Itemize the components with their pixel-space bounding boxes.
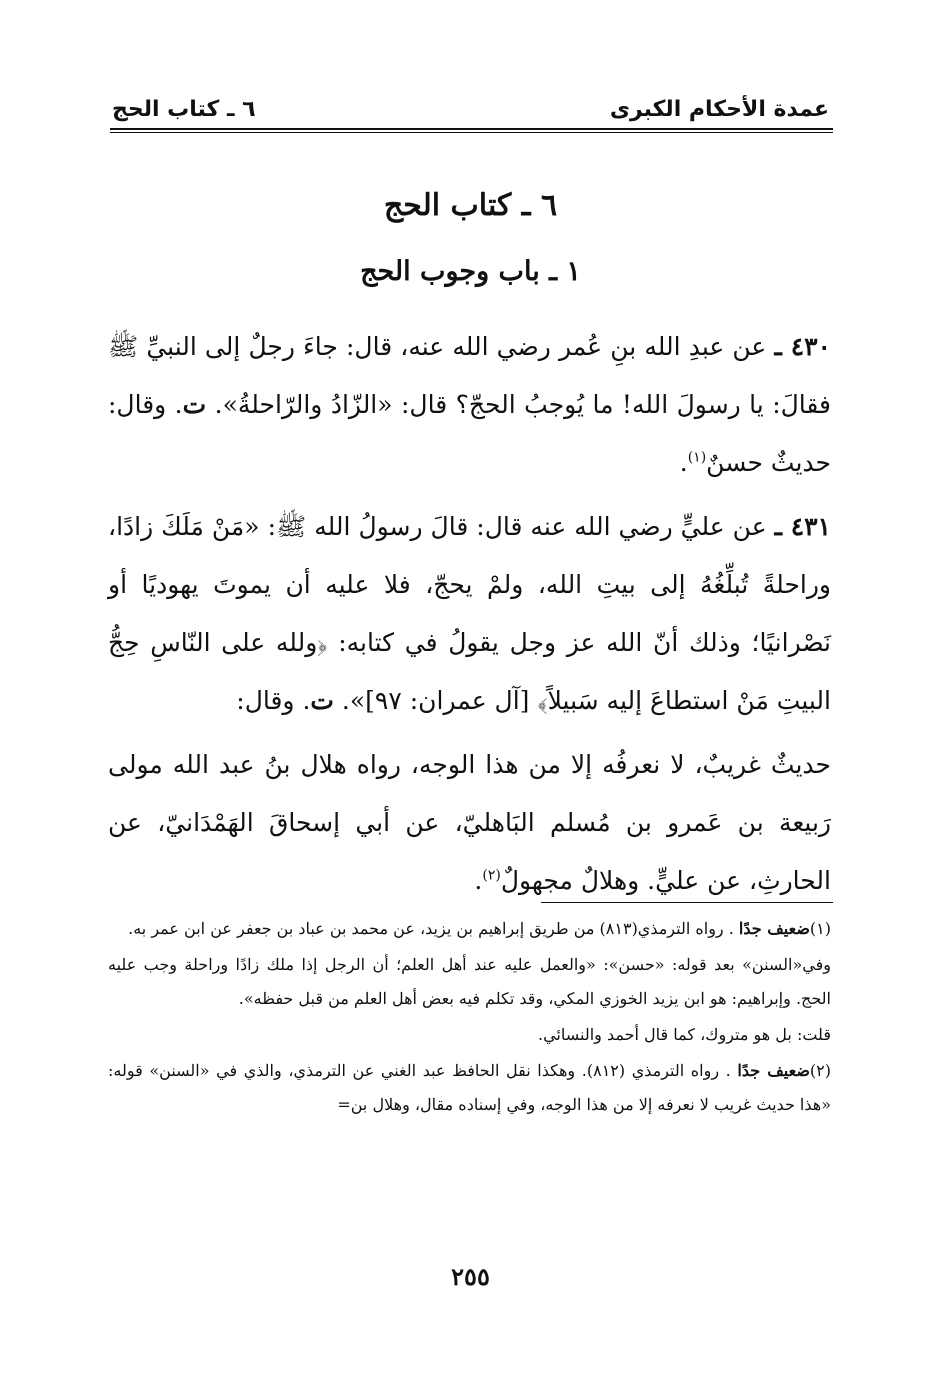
hadith-text: عن عبدِ الله بنِ عُمر رضي الله عنه، قال: جاءَ رجلٌ إلى النبيِّ ﷺ فقالَ: يا رسولَ الله! ما يُوجبُ الحجّ؟ قال: «الزّادُ والرّاحلةُ». — [108, 332, 832, 419]
footnote-text: وفي«السنن» بعد قوله: «حسن»: «والعمل عليه عند أهل العلم؛ أن الرجل إذا ملك زادًا وراحلة وجب عليه الحج. وإبراهيم: هو ابن يزيد الخوزي المكي، وقد تكلم فيه بعض أهل العلم من قبل حفظه». — [108, 955, 831, 1008]
header-rule — [110, 128, 833, 130]
header-book-name: عمدة الأحكام الكبرى — [609, 97, 829, 122]
footnote-text: . رواه الترمذي (٨١٢). وهكذا نقل الحافظ عبد الغني عن الترمذي، والذي في «السنن» قوله: «هذا حديث غريب لا نعرفه إلا من هذا الوجه، وفي إسناده مقال، وهلال بن= — [108, 1061, 831, 1114]
page-number: ٢٥٥ — [451, 1262, 490, 1291]
hadith-source: ت — [310, 686, 334, 715]
hadith-tail: . وقال: حديثٌ حسنٌ — [108, 390, 831, 477]
hadith-431-commentary — [108, 736, 831, 910]
main-text — [108, 318, 831, 916]
hadith-text: عن عليٍّ رضي الله عنه قال: قالَ رسولُ الله ﷺ: «مَنْ مَلَكَ زادًا، وراحلةً تُبلِّغُهُ إلى بيتِ الله، ولمْ يحجّ، فلا عليه أن يموتَ يهوديًا أو نَصْرانيًا؛ وذلك أنّ الله عز وجل يقولُ في كتابه: ﴿ولله على النّاسِ حِجُّ البيتِ مَنْ استطاعَ إليه سَبيلاً﴾ [آل عمران: ٩٧]». — [108, 512, 831, 715]
hadith-430 — [108, 318, 831, 492]
running-header — [112, 82, 829, 122]
footnote-number: (١) — [809, 919, 831, 938]
footnote-1-note — [108, 1018, 831, 1052]
footnotes — [108, 912, 831, 1124]
book-title: ٦ ـ كتاب الحج — [383, 188, 558, 223]
hadith-tail: . وقال: — [236, 686, 311, 715]
footnote-grade: ضعيف جدًا — [738, 919, 810, 938]
hadith-continuation: حديثٌ غريبٌ، لا نعرفُه إلا من هذا الوجه، رواه هلال بنُ عبد الله مولى رَبيعة بن عَمرو بن مُسلم البَاهليّ، عن أبي إسحاقَ الهَمْدَانيّ، عن الحارثِ، عن عليٍّ. وهلالٌ مجهولٌ — [108, 750, 831, 895]
footnote-text: قلت: بل هو متروك، كما قال أحمد والنسائي. — [538, 1025, 831, 1044]
footnote-grade: ضعيف جدًا — [737, 1061, 810, 1080]
footnote-1-cont — [108, 948, 831, 1016]
hadith-end: . — [474, 866, 483, 895]
chapter-title: ١ ـ باب وجوب الحج — [360, 256, 581, 287]
hadith-end: . — [679, 448, 688, 477]
footnote-2 — [108, 1054, 831, 1122]
footnote-separator — [541, 902, 833, 903]
header-chapter-name: ٦ ـ كتاب الحج — [112, 97, 256, 122]
footnote-text: . رواه الترمذي(٨١٣) من طريق إبراهيم بن يزيد، عن محمد بن عباد بن جعفر عن ابن عمر به. — [128, 919, 734, 938]
footnote-ref[interactable]: (٢) — [482, 867, 501, 884]
footnote-1 — [108, 912, 831, 946]
hadith-431 — [108, 498, 831, 730]
hadith-number: ٤٣١ ـ — [774, 512, 831, 541]
hadith-number: ٤٣٠ ـ — [774, 332, 831, 361]
footnote-ref[interactable]: (١) — [687, 449, 707, 466]
footnote-number: (٢) — [809, 1061, 832, 1080]
header-rule-thin — [110, 132, 833, 133]
hadith-source: ت — [182, 390, 207, 419]
